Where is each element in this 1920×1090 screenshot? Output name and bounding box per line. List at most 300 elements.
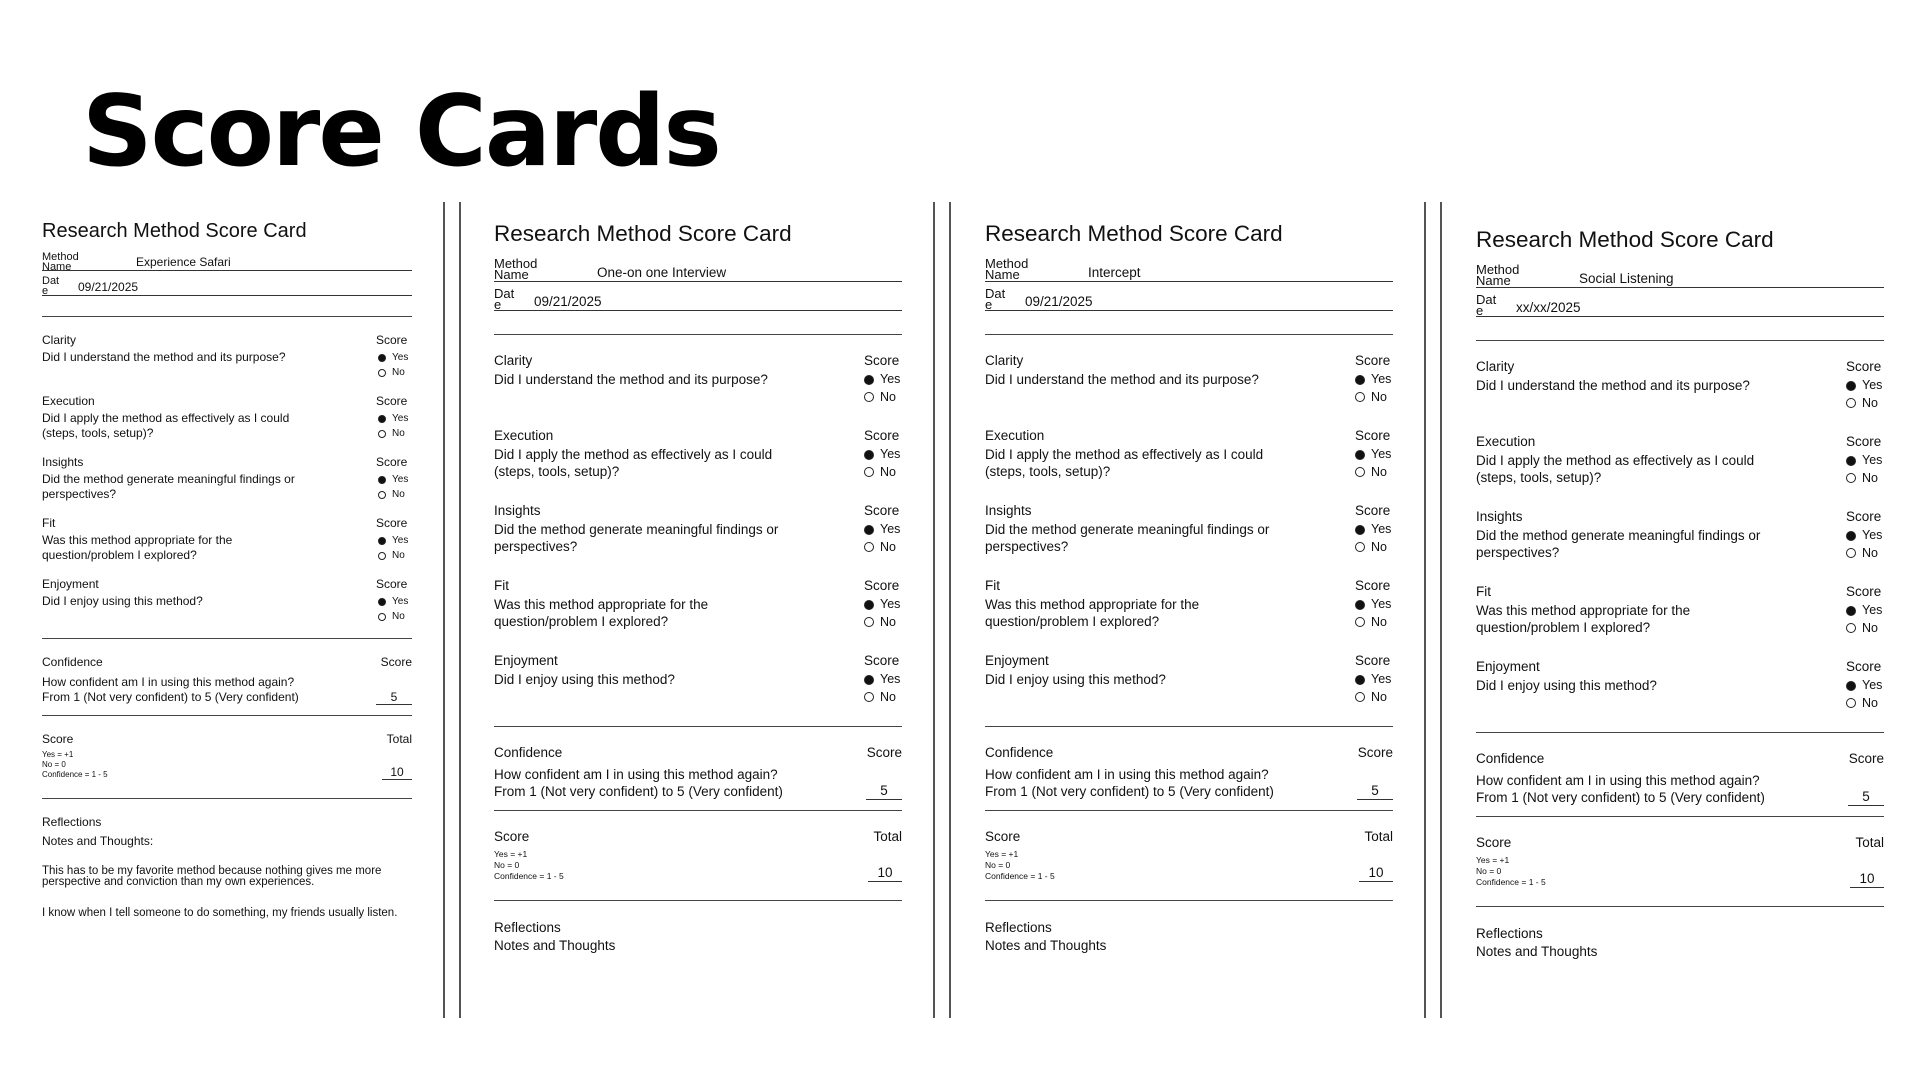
score-label: Score [376,455,408,469]
score-section-title: Score [985,829,1021,844]
criterion-name: Clarity [42,333,77,347]
radio-empty-icon [1846,398,1856,408]
confidence-title: Confidence [985,745,1054,760]
criterion-fit [494,578,902,631]
yes-radio[interactable]: Yes [864,371,902,389]
criterion-enjoyment [1476,659,1884,712]
radio-empty-icon [378,369,386,377]
method-name-label: Method Name [985,256,1029,282]
criteria-list [1476,359,1884,712]
score-key-no: No = 0 [1476,866,1502,876]
radio-filled-icon [864,450,874,460]
criterion-clarity [42,333,412,380]
separator [42,715,412,716]
no-radio[interactable]: No [864,389,902,407]
criterion-name: Execution [42,394,95,408]
score-label: Score [1355,653,1391,668]
reflections-section [985,919,1393,955]
criterion-name: Fit [1476,584,1491,599]
card-divider [459,202,461,1018]
confidence-value[interactable]: 5 [1848,789,1884,806]
radio-filled-icon [1355,375,1365,385]
yes-radio[interactable]: Yes [1846,377,1884,395]
criterion-insights [1476,509,1884,562]
reflections-title: Reflections [42,815,102,829]
yes-no-options[interactable] [1355,521,1393,556]
method-name-value: Intercept [1088,265,1141,280]
total-label: Total [1364,829,1393,844]
total-value[interactable]: 10 [868,865,902,882]
radio-empty-icon [1846,548,1856,558]
radio-empty-icon [1355,542,1365,552]
no-radio[interactable]: No [1355,689,1393,707]
radio-empty-icon [1846,473,1856,483]
confidence-question: How confident am I in using this method again? [985,767,1269,782]
separator [985,726,1393,727]
yes-radio[interactable]: Yes [1355,521,1393,539]
radio-empty-icon [1846,698,1856,708]
score-card-intercept [985,221,1393,955]
radio-filled-icon [378,598,386,606]
yes-radio[interactable]: Yes [864,596,902,614]
radio-empty-icon [378,430,386,438]
method-name-field[interactable] [1476,261,1884,288]
score-section-title: Score [42,732,74,746]
date-field[interactable] [985,282,1393,311]
criterion-question: Did the method generate meaningful findings or perspectives? [494,522,779,554]
radio-empty-icon [864,542,874,552]
radio-empty-icon [864,392,874,402]
no-radio[interactable]: No [1355,539,1393,557]
criterion-question: Did the method generate meaningful findings or perspectives? [985,522,1270,554]
date-label: Dat e [494,286,515,312]
date-field[interactable] [42,271,412,296]
yes-radio[interactable]: Yes [378,411,412,426]
method-name-value: Social Listening [1579,271,1674,286]
yes-no-options[interactable] [378,533,412,563]
yes-radio[interactable]: Yes [378,533,412,548]
radio-filled-icon [1355,675,1365,685]
criterion-name: Insights [1476,509,1523,524]
separator [494,900,902,901]
reflections-section [42,815,412,919]
confidence-question: How confident am I in using this method again? [494,767,778,782]
total-label: Total [386,732,412,746]
criterion-question: Did I enjoy using this method? [42,594,203,608]
criterion-question: Did I apply the method as effectively as I could (steps, tools, setup)? [985,447,1264,479]
criterion-fit [985,578,1393,631]
criterion-name: Execution [494,428,554,443]
confidence-title: Confidence [1476,751,1545,766]
criterion-question: Did I apply the method as effectively as I could (steps, tools, setup)? [42,411,290,440]
yes-radio[interactable]: Yes [864,521,902,539]
method-name-label: Method Name [42,251,79,273]
total-section [42,732,412,780]
radio-empty-icon [864,692,874,702]
radio-empty-icon [864,467,874,477]
separator [1476,816,1884,817]
confidence-title: Confidence [42,655,103,669]
date-value: 09/21/2025 [78,280,139,294]
radio-filled-icon [378,537,386,545]
no-radio[interactable]: No [864,689,902,707]
separator [42,316,412,317]
yes-no-options[interactable] [864,521,902,556]
notes-label: Notes and Thoughts: [42,834,154,848]
card-title: Research Method Score Card [1476,227,1774,252]
score-label: Score [864,503,900,518]
score-key-confidence: Confidence = 1 - 5 [42,770,108,779]
yes-no-options[interactable] [1846,452,1884,487]
criterion-fit [1476,584,1884,637]
no-radio[interactable]: No [1355,389,1393,407]
criterion-question: Did I apply the method as effectively as I could (steps, tools, setup)? [494,447,773,479]
card-divider [443,202,445,1018]
criterion-question: Did I enjoy using this method? [494,672,675,687]
criteria-list [42,333,412,624]
criterion-name: Clarity [985,353,1024,368]
criterion-question: Did I enjoy using this method? [1476,678,1657,693]
reflections-title: Reflections [494,920,561,935]
score-key-yes: Yes = +1 [1476,855,1510,865]
confidence-section [1476,751,1884,806]
score-label: Score [1355,353,1391,368]
notes-label[interactable]: Notes and Thoughts [1476,944,1598,959]
criterion-clarity [494,353,902,406]
radio-filled-icon [378,415,386,423]
score-label: Score [1355,578,1391,593]
confidence-question: How confident am I in using this method again? [42,675,295,689]
criterion-question: Did I understand the method and its purpose? [42,350,286,364]
radio-empty-icon [864,617,874,627]
score-label: Score [376,333,408,347]
score-label: Score [376,577,408,591]
criterion-question: Did I understand the method and its purpose? [494,372,768,387]
card-title: Research Method Score Card [985,221,1283,246]
yes-no-options[interactable] [1355,371,1393,406]
method-name-field[interactable] [494,255,902,282]
score-card-one-on-one-interview [494,221,902,955]
criterion-name: Enjoyment [494,653,558,668]
radio-filled-icon [1355,525,1365,535]
notes-paragraph[interactable]: This has to be my favorite method because nothing gives me more perspective and conviction than my own experiences. [42,865,382,888]
criterion-insights [985,503,1393,556]
score-label: Score [1846,434,1882,449]
total-section [1476,835,1884,888]
separator [494,810,902,811]
radio-filled-icon [378,354,386,362]
radio-filled-icon [1846,606,1856,616]
yes-no-options[interactable] [378,594,412,624]
radio-empty-icon [378,552,386,560]
yes-radio[interactable]: Yes [1846,602,1884,620]
method-name-value: Experience Safari [136,255,231,269]
no-radio[interactable]: No [864,464,902,482]
separator [985,900,1393,901]
notes-label[interactable]: Notes and Thoughts [494,938,616,953]
total-label: Total [873,829,902,844]
reflections-section [494,919,902,955]
yes-radio[interactable]: Yes [1355,671,1393,689]
confidence-value[interactable]: 5 [1357,783,1393,800]
radio-filled-icon [1846,381,1856,391]
criterion-enjoyment [985,653,1393,706]
score-key-no: No = 0 [494,860,520,870]
yes-no-options[interactable] [1355,446,1393,481]
separator [985,810,1393,811]
yes-no-options[interactable] [1355,596,1393,631]
no-radio[interactable]: No [1355,464,1393,482]
card-divider [949,202,951,1018]
yes-no-options[interactable] [864,371,902,406]
separator [1476,732,1884,733]
confidence-scale: From 1 (Not very confident) to 5 (Very confident) [494,784,783,799]
criterion-name: Execution [1476,434,1536,449]
criterion-question: Was this method appropriate for the question/problem I explored? [985,597,1200,629]
criterion-question: Was this method appropriate for the question/problem I explored? [494,597,709,629]
radio-empty-icon [1355,617,1365,627]
score-label: Score [1355,428,1391,443]
total-section [494,829,902,882]
radio-empty-icon [378,613,386,621]
yes-no-options[interactable] [1846,677,1884,712]
radio-filled-icon [1355,450,1365,460]
criterion-execution [1476,434,1884,487]
total-section [985,829,1393,882]
card-divider [1424,202,1426,1018]
reflections-title: Reflections [985,920,1052,935]
notes-paragraph[interactable]: I know when I tell someone to do something, my friends usually listen. [42,907,398,919]
date-value: 09/21/2025 [1025,294,1093,309]
separator [985,334,1393,335]
yes-no-options[interactable] [378,472,412,502]
score-card-experience-safari [42,218,412,919]
separator [42,798,412,799]
yes-radio[interactable]: Yes [378,350,412,365]
no-radio[interactable]: No [378,487,412,502]
score-label: Score [1357,745,1393,760]
no-radio[interactable]: No [864,614,902,632]
yes-radio[interactable]: Yes [1846,527,1884,545]
date-value: 09/21/2025 [534,294,602,309]
score-key-confidence: Confidence = 1 - 5 [1476,877,1546,887]
radio-filled-icon [864,375,874,385]
criterion-question: Did I enjoy using this method? [985,672,1166,687]
criterion-insights [42,455,412,502]
radio-filled-icon [1846,681,1856,691]
yes-radio[interactable]: Yes [864,671,902,689]
criterion-name: Insights [42,455,84,469]
score-label: Score [864,653,900,668]
radio-empty-icon [1355,392,1365,402]
date-value: xx/xx/2025 [1516,300,1581,315]
criterion-execution [985,428,1393,481]
reflections-section [1476,925,1884,961]
yes-no-options[interactable] [864,596,902,631]
score-key-yes: Yes = +1 [985,849,1019,859]
date-label: Dat e [1476,292,1497,318]
radio-empty-icon [1355,467,1365,477]
radio-filled-icon [864,600,874,610]
no-radio[interactable]: No [1846,470,1884,488]
method-name-label: Method Name [1476,262,1520,288]
separator [1476,906,1884,907]
score-label: Score [864,578,900,593]
radio-empty-icon [1846,623,1856,633]
yes-radio[interactable]: Yes [1846,677,1884,695]
radio-filled-icon [378,476,386,484]
yes-radio[interactable]: Yes [378,472,412,487]
criterion-name: Clarity [1476,359,1515,374]
yes-radio[interactable]: Yes [1355,596,1393,614]
score-section-title: Score [494,829,530,844]
no-radio[interactable]: No [378,609,412,624]
score-label: Score [380,655,412,669]
criterion-question: Was this method appropriate for the question/problem I explored? [1476,603,1691,635]
criterion-name: Fit [42,516,56,530]
criterion-name: Execution [985,428,1045,443]
criterion-clarity [985,353,1393,406]
score-card-social-listening [1476,227,1884,961]
criteria-list [494,353,902,706]
score-label: Score [1846,359,1882,374]
criterion-name: Enjoyment [1476,659,1540,674]
confidence-scale: From 1 (Not very confident) to 5 (Very confident) [1476,790,1765,805]
criterion-question: Did the method generate meaningful findings or perspectives? [1476,528,1761,560]
confidence-scale: From 1 (Not very confident) to 5 (Very confident) [42,690,299,704]
confidence-question: How confident am I in using this method again? [1476,773,1760,788]
score-key-confidence: Confidence = 1 - 5 [985,871,1055,881]
yes-radio[interactable]: Yes [1846,452,1884,470]
date-field[interactable] [494,282,902,311]
score-label: Score [864,428,900,443]
card-divider [933,202,935,1018]
confidence-value[interactable]: 5 [376,690,412,705]
confidence-value[interactable]: 5 [866,783,902,800]
criterion-fit [42,516,412,563]
yes-no-options[interactable] [864,446,902,481]
confidence-title: Confidence [494,745,563,760]
confidence-section [42,655,412,705]
total-value[interactable]: 10 [1359,865,1393,882]
separator [1476,340,1884,341]
criterion-name: Enjoyment [985,653,1049,668]
criterion-question: Did I apply the method as effectively as I could (steps, tools, setup)? [1476,453,1755,485]
no-radio[interactable]: No [1355,614,1393,632]
radio-filled-icon [1846,531,1856,541]
separator [42,638,412,639]
score-label: Score [1355,503,1391,518]
score-key-yes: Yes = +1 [42,750,74,759]
no-radio[interactable]: No [378,548,412,563]
score-label: Score [376,516,408,530]
card-divider [1440,202,1442,1018]
no-radio[interactable]: No [864,539,902,557]
no-radio[interactable]: No [1846,695,1884,713]
no-radio[interactable]: No [378,426,412,441]
page-title: Score Cards [82,75,720,189]
radio-empty-icon [1355,692,1365,702]
yes-radio[interactable]: Yes [1355,371,1393,389]
no-radio[interactable]: No [1846,395,1884,413]
yes-no-options[interactable] [864,671,902,706]
criterion-insights [494,503,902,556]
yes-no-options[interactable] [1846,602,1884,637]
score-label: Score [1848,751,1884,766]
reflections-title: Reflections [1476,926,1543,941]
score-section-title: Score [1476,835,1512,850]
date-label: Dat e [42,275,60,297]
date-field[interactable] [1476,288,1884,317]
method-name-label: Method Name [494,256,538,282]
no-radio[interactable]: No [1846,620,1884,638]
criterion-name: Fit [985,578,1000,593]
no-radio[interactable]: No [378,365,412,380]
card-title: Research Method Score Card [42,220,307,242]
yes-no-options[interactable] [378,350,412,380]
criterion-name: Insights [985,503,1032,518]
radio-filled-icon [864,525,874,535]
total-value[interactable]: 10 [382,765,412,780]
confidence-scale: From 1 (Not very confident) to 5 (Very confident) [985,784,1274,799]
criterion-name: Insights [494,503,541,518]
criterion-question: Did I understand the method and its purpose? [985,372,1259,387]
yes-no-options[interactable] [1846,527,1884,562]
confidence-section [985,745,1393,800]
yes-no-options[interactable] [378,411,412,441]
criterion-execution [42,394,412,441]
criterion-enjoyment [42,577,412,624]
score-label: Score [866,745,902,760]
radio-filled-icon [1846,456,1856,466]
criterion-enjoyment [494,653,902,706]
date-label: Dat e [985,286,1006,312]
yes-radio[interactable]: Yes [1355,446,1393,464]
criterion-name: Clarity [494,353,533,368]
method-name-field[interactable] [985,255,1393,282]
criterion-question: Did I understand the method and its purpose? [1476,378,1750,393]
criterion-clarity [1476,359,1884,412]
score-key-no: No = 0 [42,760,66,769]
score-key-no: No = 0 [985,860,1011,870]
radio-filled-icon [864,675,874,685]
score-label: Score [1846,659,1882,674]
criterion-name: Fit [494,578,509,593]
yes-radio[interactable]: Yes [378,594,412,609]
notes-label[interactable]: Notes and Thoughts [985,938,1107,953]
no-radio[interactable]: No [1846,545,1884,563]
total-label: Total [1855,835,1884,850]
score-label: Score [1846,509,1882,524]
method-name-value: One-on one Interview [597,265,727,280]
criteria-list [985,353,1393,706]
criterion-question: Was this method appropriate for the question/problem I explored? [42,533,233,562]
radio-filled-icon [1355,600,1365,610]
score-label: Score [1846,584,1882,599]
yes-no-options[interactable] [1355,671,1393,706]
score-key-yes: Yes = +1 [494,849,528,859]
method-name-field[interactable] [42,248,412,271]
yes-radio[interactable]: Yes [864,446,902,464]
radio-empty-icon [378,491,386,499]
yes-no-options[interactable] [1846,377,1884,412]
confidence-section [494,745,902,800]
score-label: Score [376,394,408,408]
card-title: Research Method Score Card [494,221,792,246]
score-label: Score [864,353,900,368]
criterion-execution [494,428,902,481]
total-value[interactable]: 10 [1850,871,1884,888]
